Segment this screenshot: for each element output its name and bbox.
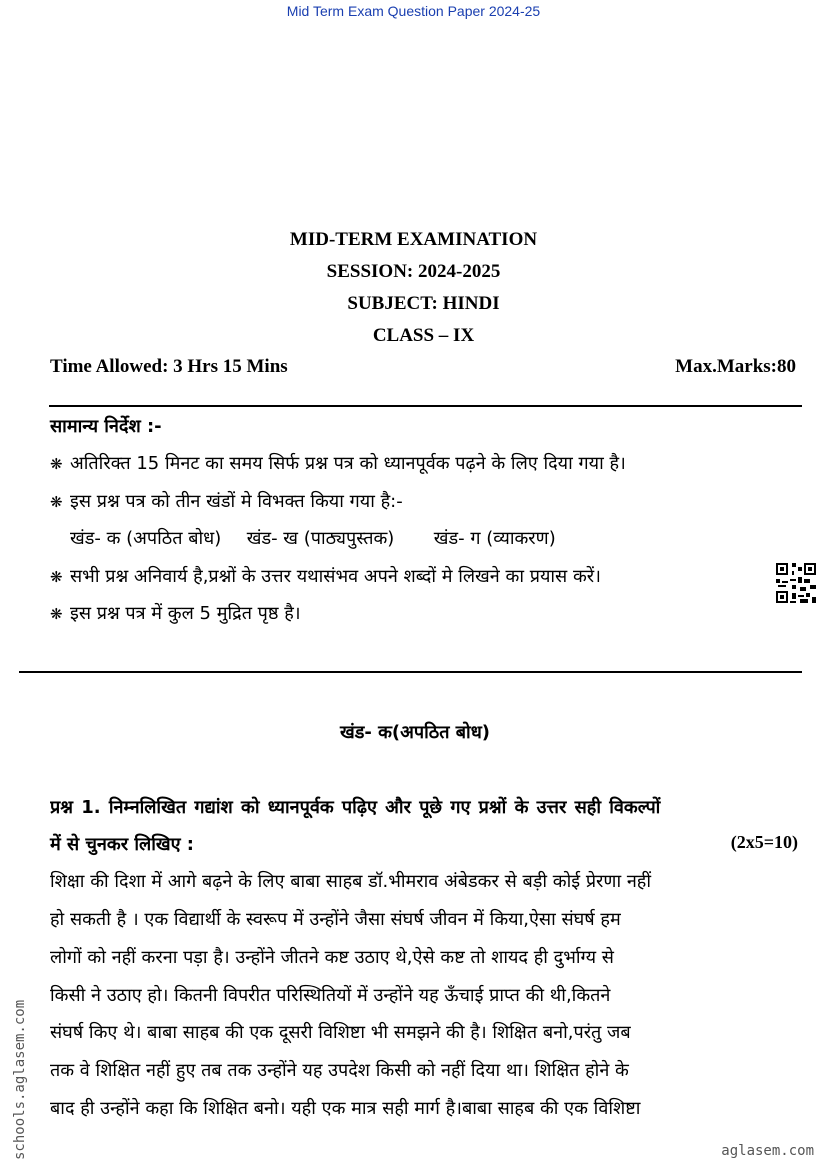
instruction-item: ❋ सभी प्रश्न अनिवार्य है,प्रश्नों के उत्तर यथासंभव अपने शब्दों मे लिखने का प्रयास करें। [50, 566, 601, 587]
passage-line: बाद ही उन्होंने कहा कि शिक्षित बनो। यही एक मात्र सही मार्ग है।बाबा साहब की एक विशिष्टा [50, 1098, 641, 1119]
section-c-label: खंड- ग (व्याकरण) [433, 528, 556, 549]
instruction-item: ❋ इस प्रश्न पत्र को तीन खंडों मे विभक्त किया गया है:- [50, 491, 403, 512]
passage-line: संघर्ष किए थे। बाबा साहब की एक दूसरी विशिष्टा भी समझने की है। शिक्षित बनो,परंतु जब [50, 1022, 631, 1043]
class-line: CLASS – IX [372, 325, 475, 346]
footer-watermark: aglasem.com [721, 1143, 814, 1159]
passage-line: तक वे शिक्षित नहीं हुए तब तक उन्होंने यह उपदेश किसी को नहीं दिया था। शिक्षित होने के [50, 1060, 629, 1081]
divider-top [49, 405, 802, 407]
section-a-label: खंड- क (अपठित बोध) [70, 528, 222, 549]
exam-title: MID-TERM EXAMINATION [289, 229, 538, 250]
section-list [70, 526, 556, 550]
instructions-title: सामान्य निर्देश :- [50, 416, 162, 437]
passage-line: किसी ने उठाए हो। कितनी विपरीत परिस्थितियों में उन्होंने यह ऊँचाई प्राप्त की थी,कितने [50, 985, 611, 1006]
instruction-item: ❋ इस प्रश्न पत्र में कुल 5 मुद्रित पृष्ठ है। [50, 603, 301, 624]
question-1-text: प्रश्न 1. निम्नलिखित गद्यांश को ध्यानपूर्वक पढ़िए और पूछे गए प्रश्नों के उत्तर सही विकल्पों [50, 797, 661, 818]
divider-bottom [19, 671, 802, 673]
section-a-heading: खंड- क(अपठित बोध) [340, 722, 491, 743]
instruction-item: ❋ अतिरिक्त 15 मिनट का समय सिर्फ प्रश्न पत्र को ध्यानपूर्वक पढ़ने के लिए दिया गया है। [50, 453, 626, 474]
max-marks: Max.Marks:80 [675, 356, 796, 377]
passage-line: हो सकती है । एक विद्यार्थी के स्वरूप में उन्होंने जैसा संघर्ष जीवन में किया,ऐसा संघर्ष हम [50, 909, 621, 930]
passage-line: शिक्षा की दिशा में आगे बढ़ने के लिए बाबा साहब डॉ.भीमराव अंबेडकर से बड़ी कोई प्रेरणा नहीं [50, 871, 652, 892]
time-allowed: Time Allowed: 3 Hrs 15 Mins [50, 356, 288, 377]
passage-line: लोगों को नहीं करना पड़ा है। उन्होंने जीतने कष्ट उठाए थे,ऐसे कष्ट तो शायद ही दुर्भाग्य से [50, 947, 614, 968]
section-b-label: खंड- ख (पाठ्यपुस्तक) [246, 528, 395, 549]
page-banner: Mid Term Exam Question Paper 2024-25 [286, 3, 541, 19]
session-line: SESSION: 2024-2025 [326, 261, 501, 282]
subject-line: SUBJECT: HINDI [347, 293, 500, 314]
qr-code-icon [776, 563, 816, 603]
question-1-text-cont: में से चुनकर लिखिए : [50, 834, 195, 855]
asterisk-icon: ❋ [50, 493, 63, 511]
asterisk-icon: ❋ [50, 568, 63, 586]
side-watermark: schools.aglasem.com [12, 999, 28, 1160]
question-1-marks: (2x5=10) [730, 832, 798, 852]
asterisk-icon: ❋ [50, 455, 63, 473]
asterisk-icon: ❋ [50, 605, 63, 623]
